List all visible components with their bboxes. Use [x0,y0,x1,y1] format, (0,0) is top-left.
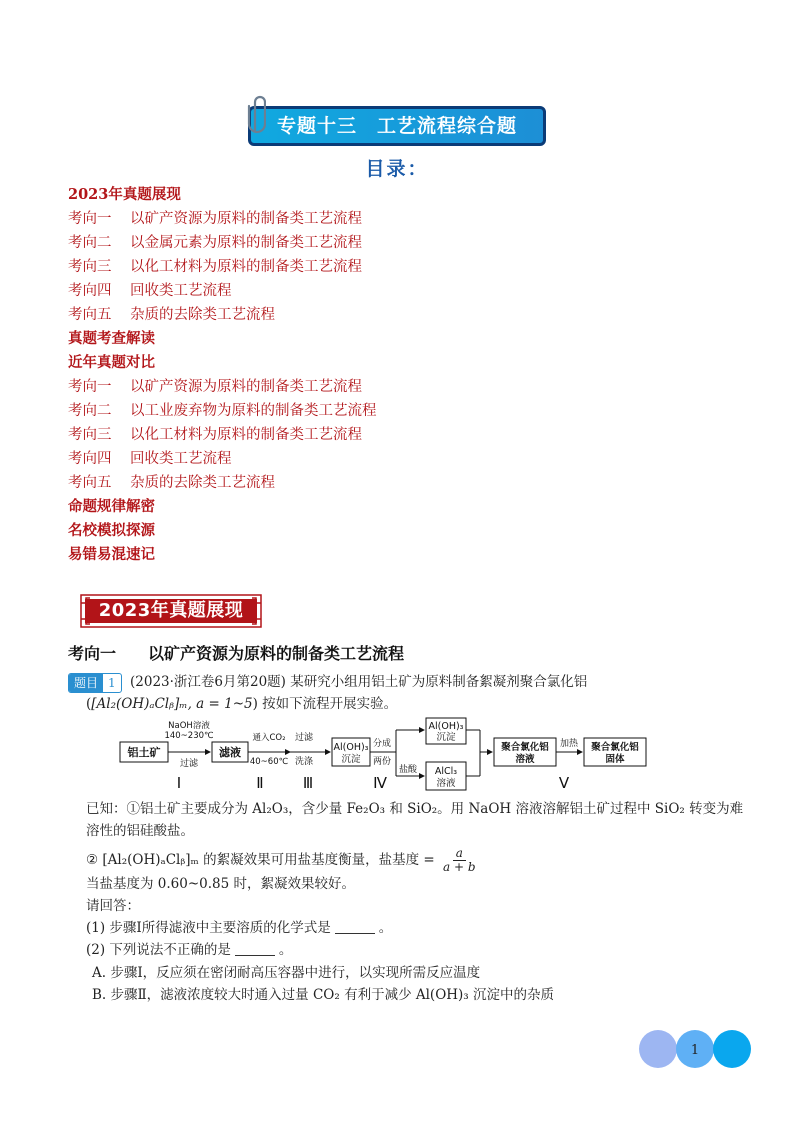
flow-roman-5: Ⅴ [558,774,570,792]
known-condition-2: ② [Al₂(OH)ₐClᵦ]ₘ 的絮凝效果可用盐基度衡量，盐基度 = $\frac{a}{a + b}$ [86,846,476,874]
paperclip-icon [244,94,266,134]
sub-question-1: (1) 步骤Ⅰ所得滤液中主要溶质的化学式是 。 [86,920,393,936]
flow-box-precip-label-2: 沉淀 [341,754,361,765]
flow-step3-filter: 过滤 [294,733,314,743]
toc-item-number: 考向一 [68,211,112,227]
known-condition-1: 已知：①铝土矿主要成分为 Al₂O₃，含少量 Fe₂O₃ 和 SiO₂。用 NaOH 溶液溶解铝土矿过程中 SiO₂ 转变为难 [86,801,744,817]
toc-item-text: 以化工材料为原料的制备类工艺流程 [130,427,362,443]
toc-item-text: 回收类工艺流程 [130,451,232,467]
stamp-label: 2023年真题展现 [98,600,244,621]
flow-box-poly-solution-label-2: 溶液 [515,754,535,765]
toc-item-number: 考向三 [68,259,112,275]
flow-box-poly-solution-label-1: 聚合氯化铝 [501,742,549,753]
section-heading [68,641,404,664]
toc-item[interactable] [68,375,377,399]
flow-box-poly-solid-label-1: 聚合氯化铝 [591,742,639,753]
toc-item-text: 真题考查解读 [68,330,155,347]
toc-item-text: 命题规律解密 [68,498,155,515]
answer-blank-2[interactable] [235,941,275,956]
flow-roman-1: Ⅰ [176,774,182,792]
flow-roman-2: Ⅱ [256,774,264,792]
flow-acid: 盐酸 [398,765,418,775]
toc-item-number: 考向一 [68,379,112,395]
section-stamp [80,594,262,628]
question-line-1: (2023·浙江卷6月第20题) 某研究小组用铝土矿为原料制备絮凝剂聚合氯化铝 [130,674,588,690]
toc-item-text: 以金属元素为原料的制备类工艺流程 [130,235,362,251]
known-condition-3: 当盐基度为 0.60~0.85 时，絮凝效果较好。 [86,876,356,892]
toc-item-text: 回收类工艺流程 [130,283,232,299]
flow-step4-two: 两份 [372,757,392,767]
toc-item[interactable] [68,351,377,375]
toc-item[interactable] [68,471,377,495]
flow-box-precip-label-1: Al(OH)₃ [333,742,369,753]
flow-heat: 加热 [559,739,579,749]
flow-box-upper-label-1: Al(OH)₃ [428,721,464,732]
sub-question-2: (2) 下列说法不正确的是 。 [86,942,293,958]
toc-item[interactable] [68,183,377,207]
toc-item[interactable] [68,327,377,351]
toc-item[interactable] [68,303,377,327]
toc-item-text: 杂质的去除类工艺流程 [130,475,275,491]
toc-title: 目录： [365,158,429,180]
topic-text: 以矿产资源为原料的制备类工艺流程 [148,644,405,663]
toc-item[interactable] [68,279,377,303]
flow-step2-gas: 通入CO₂ [252,733,286,743]
flow-box-ore-label: 铝土矿 [127,746,161,759]
badge-number: 1 [108,676,116,690]
toc-item-number: 考向二 [68,235,112,251]
toc-item[interactable] [68,399,377,423]
toc-item-number: 考向四 [68,451,112,467]
toc-item-text: 以矿产资源为原料的制备类工艺流程 [130,379,362,395]
toc-item-number: 考向五 [68,307,112,323]
flow-roman-4: Ⅳ [373,774,387,792]
banner-title: 专题十三 工艺流程综合题 [248,106,546,146]
flow-box-filtrate-label: 滤液 [219,746,241,759]
toc-item-text: 名校模拟探源 [68,522,155,539]
flow-step1-temp: 140~230℃ [164,731,214,741]
title-banner [248,104,546,148]
formula-polymer: [Al₂(OH)ₐClᵦ]ₘ, a = 1~5 [91,696,253,712]
toc-item[interactable] [68,447,377,471]
toc-item[interactable] [68,423,377,447]
question-badge [68,673,122,693]
toc-item-text: 以化工材料为原料的制备类工艺流程 [130,259,362,275]
topic-number: 考向一 [68,644,117,663]
toc-item-number: 考向三 [68,427,112,443]
answer-blank-1[interactable] [335,919,375,934]
known-condition-1b: 溶性的铝硅酸盐。 [86,823,194,839]
option-b: B. 步骤Ⅱ，滤液浓度较大时通入过量 CO₂ 有利于减少 Al(OH)₃ 沉淀中的杂质 [92,987,555,1003]
flow-step4-split: 分成 [372,739,392,749]
flow-step3-wash: 洗涤 [294,757,314,767]
toc-item[interactable] [68,207,377,231]
toc-item-text: 以矿产资源为原料的制备类工艺流程 [130,211,362,227]
toc-item-text: 易错易混速记 [68,546,155,563]
page-number: 1 [690,1043,700,1058]
toc-item-text: 近年真题对比 [68,354,155,371]
flow-box-lower-label-1: AlCl₃ [434,766,458,777]
ask-label: 请回答： [86,898,140,914]
toc-item-number: 考向四 [68,283,112,299]
flow-step1-filter: 过滤 [179,759,199,769]
flow-box-lower-label-2: 溶液 [436,778,456,789]
flow-step1-reagent: NaOH溶液 [168,721,210,731]
toc-item[interactable] [68,495,377,519]
badge-label: 题目 [69,674,103,692]
basicity-fraction: $\frac{a}{a + b}$ [443,846,476,874]
toc-item-text: 2023年真题展现 [68,186,181,203]
flow-roman-3: Ⅲ [302,774,314,792]
process-flow-diagram [118,716,678,800]
toc-item-text: 以工业废弃物为原料的制备类工艺流程 [130,403,377,419]
flow-box-poly-solid-label-2: 固体 [605,754,625,765]
flow-step2-temp: 40~60℃ [249,757,289,767]
toc-item-text: 杂质的去除类工艺流程 [130,307,275,323]
table-of-contents [68,183,377,567]
toc-item-number: 考向五 [68,475,112,491]
question-line-2: ([Al₂(OH)ₐClᵦ]ₘ, a = 1~5) 按如下流程开展实验。 [86,696,398,712]
toc-item[interactable] [68,255,377,279]
page-number-badge [638,1029,752,1069]
option-a: A. 步骤Ⅰ，反应须在密闭耐高压容器中进行，以实现所需反应温度 [92,965,481,981]
toc-item[interactable] [68,231,377,255]
flow-box-upper-label-2: 沉淀 [436,732,456,743]
toc-item-number: 考向二 [68,403,112,419]
toc-item[interactable] [68,519,377,543]
toc-item[interactable] [68,543,377,567]
